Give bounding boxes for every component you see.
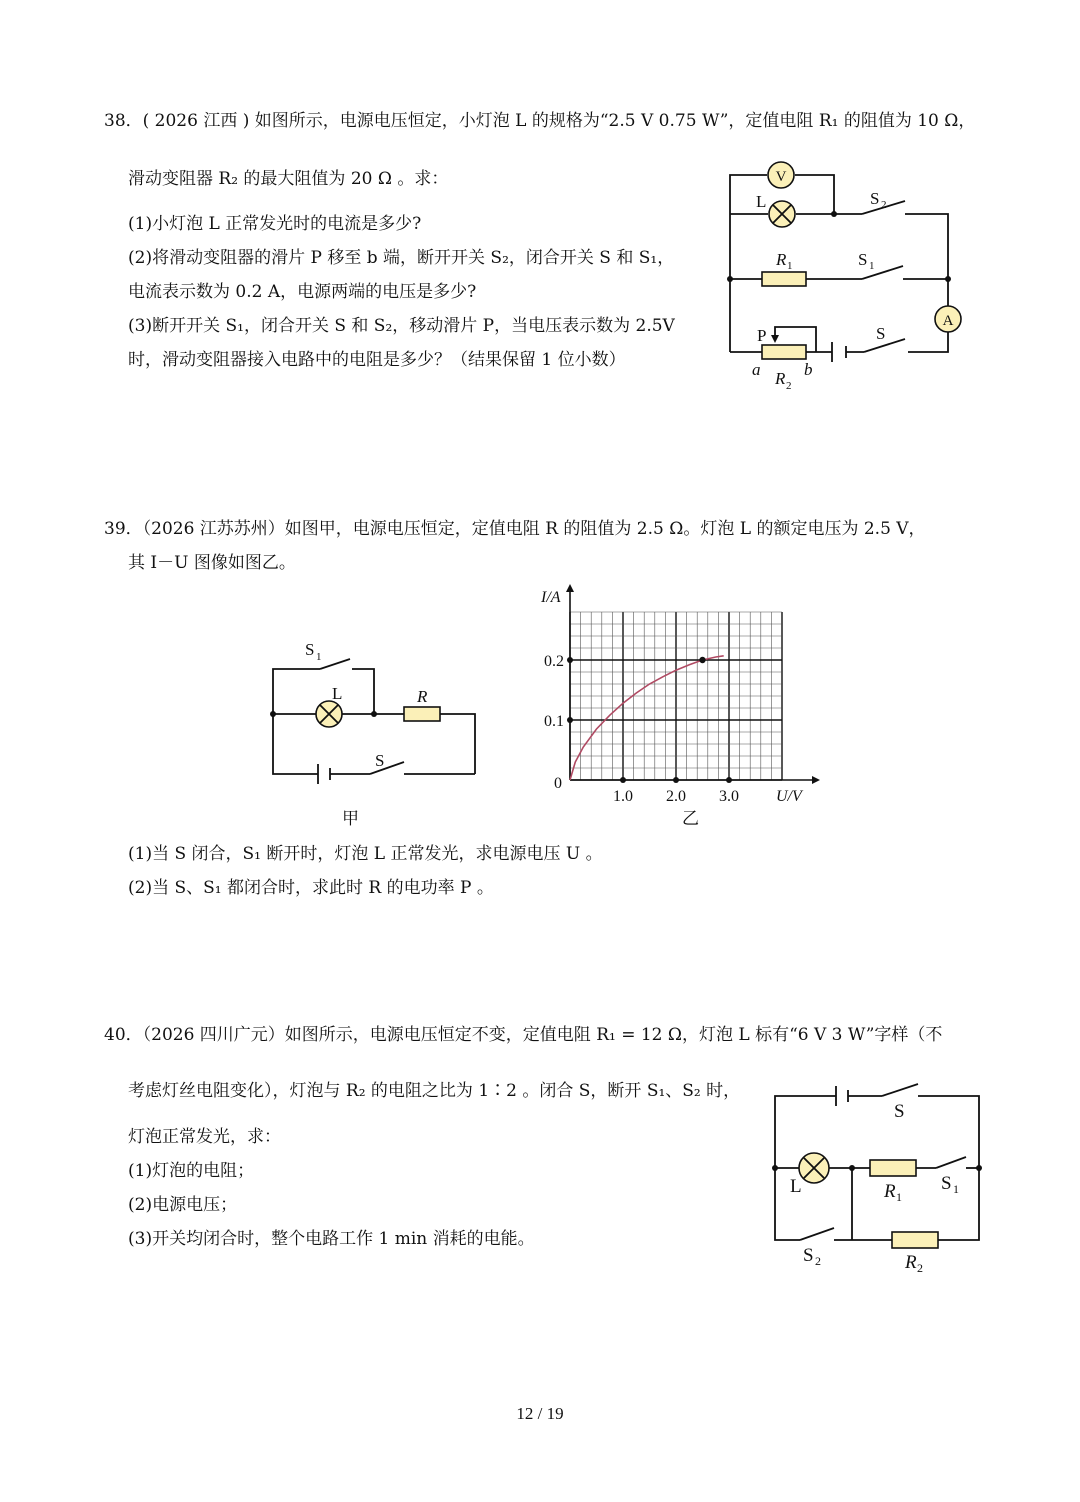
y-tick-label: 0.2 (544, 653, 564, 670)
q38-part1: (1)小灯泡 L 正常发光时的电流是多少? (128, 214, 422, 234)
svg-text:S: S (894, 1101, 905, 1122)
q38-part3b: 时，滑动变阻器接入电路中的电阻是多少？（结果保留 1 位小数） (128, 350, 626, 370)
q40-line2: 考虑灯丝电阻变化），灯泡与 R₂ 的电阻之比为 1∶2 。闭合 S，断开 S₁、S₂ 时， (128, 1081, 741, 1101)
y-tick-label: 0.1 (544, 713, 564, 730)
q40-part3: (3)开关均闭合时，整个电路工作 1 min 消耗的电能。 (128, 1229, 535, 1249)
origin-label: 0 (554, 775, 562, 792)
x-axis-label: U/V (776, 788, 802, 805)
x-tick-label: 3.0 (719, 788, 739, 805)
switch-s2-icon (800, 1228, 834, 1240)
svg-text:L: L (756, 192, 767, 211)
q40-part1: (1)灯泡的电阻； (128, 1161, 255, 1181)
svg-text:P: P (757, 326, 767, 345)
svg-text:b: b (804, 360, 813, 379)
svg-text:a: a (752, 360, 761, 379)
resistor-r1-icon (870, 1160, 916, 1176)
svg-text:S: S (803, 1245, 814, 1266)
caption-jia: 甲 (342, 809, 359, 828)
svg-text:A: A (942, 313, 954, 329)
q39-header: 39．（2026 江苏苏州）如图甲，电源电压恒定，定值电阻 R 的阻值为 2.5 Ω。灯泡 L 的额定电压为 2.5 V， (104, 519, 926, 539)
q39-line2: 其 I－U 图像如图乙。 (128, 553, 296, 573)
svg-text:R: R (417, 687, 428, 706)
svg-text:1: 1 (869, 260, 875, 272)
svg-text:1: 1 (896, 1190, 902, 1204)
y-axis-label: I/A (541, 589, 561, 606)
svg-text:L: L (332, 684, 343, 703)
q38-part2a: (2)将滑动变阻器的滑片 P 移至 b 端，断开开关 S₂，闭合开关 S 和 S₁， (128, 248, 675, 268)
q38-part3a: (3)断开开关 S₁，闭合开关 S 和 S₂，移动滑片 P，当电压表示数为 2.5V (128, 316, 675, 336)
caption-yi: 乙 (682, 809, 699, 828)
svg-text:R: R (905, 1252, 917, 1273)
page-number: 12 / 19 (516, 1404, 564, 1423)
q38-part2b: 电流表示数为 0.2 A，电源两端的电压是多少? (128, 282, 477, 302)
q40-header: 40．（2026 四川广元）如图所示，电源电压恒定不变，定值电阻 R₁ = 12 Ω，灯泡 L 标有“6 V 3 W”字样（不 (104, 1025, 943, 1045)
svg-text:S: S (305, 640, 315, 659)
svg-text:2: 2 (881, 199, 887, 211)
x-tick-label: 1.0 (613, 788, 633, 805)
svg-text:R: R (884, 1181, 896, 1202)
q39-part2: (2)当 S、S₁ 都闭合时，求此时 R 的电功率 P 。 (128, 878, 494, 898)
svg-text:1: 1 (787, 260, 793, 272)
svg-text:2: 2 (917, 1261, 923, 1275)
svg-text:S: S (870, 189, 880, 208)
q40-line3: 灯泡正常发光，求： (128, 1127, 281, 1147)
svg-text:S: S (941, 1173, 952, 1194)
x-tick-label: 2.0 (666, 788, 686, 805)
svg-text:S: S (876, 324, 886, 343)
svg-text:1: 1 (316, 651, 322, 663)
svg-text:2: 2 (815, 1254, 821, 1268)
q38-header: 38．( 2026 江西 ) 如图所示，电源电压恒定，小灯泡 L 的规格为“2.5 V 0.75 W”，定值电阻 R₁ 的阻值为 10 Ω， (104, 111, 976, 131)
resistor-r2-icon (892, 1232, 938, 1248)
svg-text:S: S (858, 250, 868, 269)
svg-text:V: V (775, 169, 787, 185)
q38-line2: 滑动变阻器 R₂ 的最大阻值为 20 Ω 。求： (128, 169, 449, 189)
svg-text:S: S (375, 751, 385, 770)
switch-s1-icon (936, 1157, 966, 1168)
q40-part2: (2)电源电压； (128, 1195, 238, 1215)
svg-text:L: L (790, 1176, 802, 1197)
svg-text:2: 2 (786, 380, 792, 392)
q39-part1: (1)当 S 闭合，S₁ 断开时，灯泡 L 正常发光，求电源电压 U 。 (128, 844, 603, 864)
svg-text:R: R (776, 250, 787, 269)
svg-text:1: 1 (953, 1182, 959, 1196)
svg-text:R: R (775, 369, 786, 388)
switch-s-icon (882, 1084, 918, 1096)
